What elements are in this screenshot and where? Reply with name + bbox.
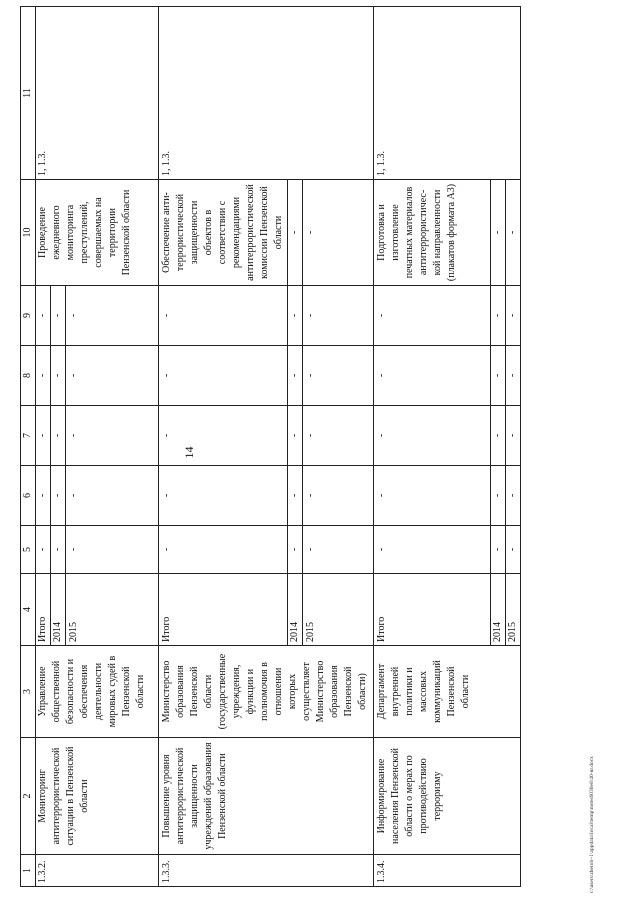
activity-title: Повышение уровня антитеррористической защищенности учреждений образования Пензенской области — [159, 738, 374, 855]
year-label: Итого — [374, 574, 491, 646]
value-cell: - — [303, 466, 374, 526]
value-cell: - — [506, 526, 521, 574]
value-cell: - — [51, 466, 66, 526]
value-cell: - — [374, 526, 491, 574]
year-label: Итого — [159, 574, 288, 646]
value-cell: - — [51, 406, 66, 466]
item-number: 1.3.4. — [374, 855, 521, 887]
value-cell: - — [66, 286, 159, 346]
value-cell: - — [506, 286, 521, 346]
value-cell: - — [36, 346, 51, 406]
link-ref: 1, 1.3. — [36, 7, 159, 180]
year-label: 2015 — [66, 574, 159, 646]
value-cell: - — [159, 466, 288, 526]
value-cell: - — [288, 526, 303, 574]
link-ref: 1, 1.3. — [374, 7, 521, 180]
column-header: 7 — [21, 406, 36, 466]
footer-file-path: c:\users\zherob~1\appdata\local\temp\notes6030e8\40-nr.docx — [589, 756, 595, 893]
executor: Управление общественной безопасности и обеспечения деятельности мировых судей в Пензенской области — [36, 646, 159, 738]
column-header: 9 — [21, 286, 36, 346]
column-header: 1 — [21, 855, 36, 887]
value-cell: - — [66, 466, 159, 526]
value-cell: - — [491, 466, 506, 526]
year-label: 2014 — [51, 574, 66, 646]
value-cell: - — [51, 286, 66, 346]
value-cell: - — [491, 346, 506, 406]
executor: Министерство образования Пензенской области (государственные учреждения, функции и полномочия в отношении которых осуществляет Министерство образования Пензенской области) — [159, 646, 374, 738]
header-row — [21, 7, 36, 887]
value-cell: - — [159, 286, 288, 346]
year-label: Итого — [36, 574, 51, 646]
indicator: Проведение ежедневного мониторинга преступлений, совершаемых на территории Пензенской области — [36, 180, 159, 286]
year-label: 2015 — [506, 574, 521, 646]
value-cell: - — [66, 526, 159, 574]
value-cell: - — [159, 346, 288, 406]
value-cell: - — [288, 466, 303, 526]
value-cell: - — [374, 406, 491, 466]
activity-title: Информирование населения Пензенской области о мерах по противодействию терроризму — [374, 738, 521, 855]
value-cell: - — [491, 406, 506, 466]
item-number: 1.3.2. — [36, 855, 159, 887]
value-cell: - — [374, 466, 491, 526]
value-cell: - — [303, 286, 374, 346]
column-header: 2 — [21, 738, 36, 855]
column-header: 5 — [21, 526, 36, 574]
value-cell: - — [491, 526, 506, 574]
column-header: 8 — [21, 346, 36, 406]
value-cell: - — [36, 406, 51, 466]
value-cell: - — [66, 406, 159, 466]
indicator: Обеспечение анти-террористической защищенности объектов в соответствии с рекомендациями антитеррористической комиссии Пензенской области — [159, 180, 288, 286]
table-row — [159, 7, 288, 887]
indicator-value: - — [506, 180, 521, 286]
activity-title: Мониторинг антитеррористической ситуации в Пензенской области — [36, 738, 159, 855]
table-row — [36, 7, 51, 887]
value-cell: - — [288, 286, 303, 346]
value-cell: - — [491, 286, 506, 346]
value-cell: - — [51, 526, 66, 574]
column-header: 4 — [21, 574, 36, 646]
executor: Департамент внутренней политики и массовых коммуникаций Пензенской области — [374, 646, 521, 738]
value-cell: - — [303, 406, 374, 466]
indicator-value: - — [303, 180, 374, 286]
value-cell: - — [288, 406, 303, 466]
year-label: 2015 — [303, 574, 374, 646]
value-cell: - — [506, 406, 521, 466]
value-cell: - — [159, 406, 288, 466]
indicator: Подготовка и изготовление печатных материалов антитеррористичес-кой направленности (плакатов формата А3) — [374, 180, 491, 286]
value-cell: - — [303, 526, 374, 574]
value-cell: - — [66, 346, 159, 406]
table-row — [374, 7, 491, 887]
value-cell: - — [374, 346, 491, 406]
value-cell: - — [506, 466, 521, 526]
program-activities-table — [20, 6, 521, 887]
value-cell: - — [303, 346, 374, 406]
column-header: 6 — [21, 466, 36, 526]
value-cell: - — [36, 286, 51, 346]
value-cell: - — [159, 526, 288, 574]
column-header: 10 — [21, 180, 36, 286]
value-cell: - — [288, 346, 303, 406]
link-ref: 1, 1.3. — [159, 7, 374, 180]
column-header: 11 — [21, 7, 36, 180]
indicator-value: - — [288, 180, 303, 286]
value-cell: - — [506, 346, 521, 406]
item-number: 1.3.3. — [159, 855, 374, 887]
value-cell: - — [374, 286, 491, 346]
value-cell: - — [51, 346, 66, 406]
value-cell: - — [36, 526, 51, 574]
indicator-value: - — [491, 180, 506, 286]
column-header: 3 — [21, 646, 36, 738]
value-cell: - — [36, 466, 51, 526]
year-label: 2014 — [288, 574, 303, 646]
page-number: 14 — [182, 446, 196, 459]
year-label: 2014 — [491, 574, 506, 646]
